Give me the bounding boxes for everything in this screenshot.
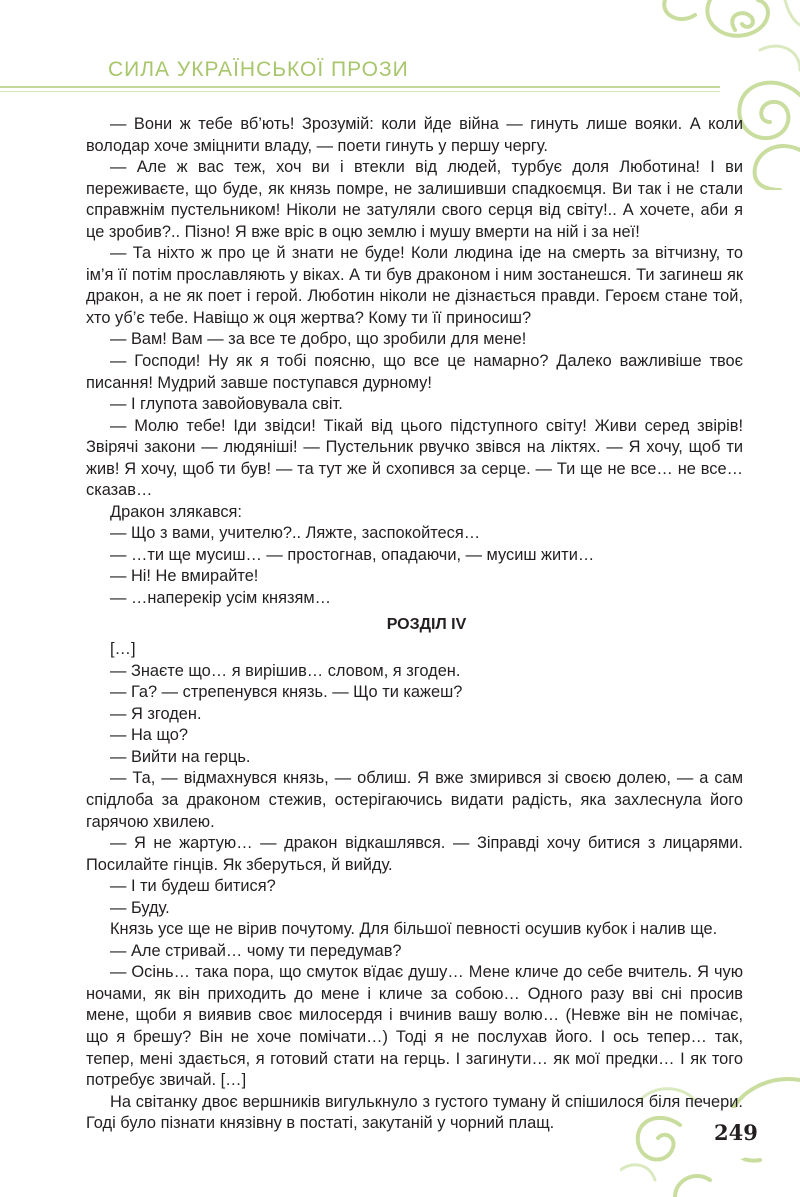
paragraph: — Але стривай… чому ти передумав?	[110, 941, 402, 960]
paragraph: — Але ж вас теж, хоч ви і втекли від людей, турбує доля Люботина! І ви переживаєте, що буде, як князь помре, не залишивши спадкоємця. Ви так і не стали справжнім пустельником! Ніколи не затуляли свого серця від світу!.. А хочете, аби я це зробив?.. Пізно! Я вже вріс в оцю землю і мушу вмерти на ній і за неї!	[86, 158, 743, 241]
paragraph: — Господи! Ну як я тобі поясню, що все це намарно? Далеко важливіше твоє писання! Мудрий завше поступався дурному!	[86, 352, 743, 392]
header-rule-thin	[0, 91, 720, 92]
paragraph: — І глупота завойовувала світ.	[110, 395, 343, 414]
running-header: СИЛА УКРАЇНСЬКОЇ ПРОЗИ	[108, 58, 409, 81]
paragraph: Дракон злякався:	[110, 502, 242, 521]
paragraph: — Знаєте що… я вирішив… словом, я згоден.	[110, 661, 461, 680]
paragraph: — Ні! Не вмирайте!	[110, 567, 259, 586]
paragraph: — Вам! Вам — за все те добро, що зробили для мене!	[110, 330, 527, 349]
paragraph: — І ти будеш битися?	[110, 877, 276, 896]
paragraph: — Та ніхто ж про це й знати не буде! Коли людина іде на смерть за вітчизну, то ім’я її потім прославляють у віках. А ти був драконом і ним зостанешся. Ти загинеш як дракон, а не як поет і герой. Люботин ніколи не дізнається правди. Героєм стане той, хто уб’є тебе. Навіщо ж оця жертва? Кому ти її приносиш?	[86, 244, 743, 327]
paragraph: — Що з вами, учителю?.. Ляжте, заспокойтеся…	[110, 524, 481, 543]
paragraph: — Я не жартую… — дракон відкашлявся. — Зіправді хочу битися з лицарями. Посилайте гінців. Як зберуться, й вийду.	[86, 834, 743, 874]
paragraph: — Та, — відмахнувся князь, — облиш. Я вже змирився зі своєю долею, — а сам спідлоба за драконом стежив, остерігаючись видати радість, яка захлеснула його гарячою хвилею.	[86, 769, 743, 831]
section-heading: РОЗДІЛ IV	[386, 615, 467, 633]
paragraph: Князь усе ще не вірив почутому. Для більшої певності осушив кубок і налив ще.	[110, 920, 718, 939]
paragraph: — …ти ще мусиш… — простогнав, опадаючи, — мусиш жити…	[110, 545, 595, 564]
paragraph: — Осінь… така пора, що смуток вїдає душу… Мене кличе до себе вчитель. Я чую ночами, як він приходить до мене і кличе за собою… Одного разу вві сні просив мене, щоби я виявив своє милосердя і вчинив вашу волю… (Невже він не помічає, що я брешу? Він не хоче помічати…) Тоді я не послухав його. І ось тепер… так, тепер, мені здається, я готовий стати на герць. І загинути… як мої предки… І як того потребує звичай. […]	[86, 963, 743, 1090]
paragraph: — Молю тебе! Іди звідси! Тікай від цього підступного світу! Живи серед звірів! Звірячі закони — людяніші! — Пустельник рвучко звівся на ліктях. — Я хочу, щоб ти жив! Я хочу, щоб ти був! — та тут же й схопився за серце. — Ти ще не все… не все… сказав…	[86, 416, 743, 500]
header-rule	[0, 86, 720, 88]
paragraph: — Вийти на герць.	[110, 747, 251, 766]
paragraph: — На що?	[110, 726, 188, 745]
body-text	[86, 114, 743, 1135]
paragraph: — Вони ж тебе вб’ють! Зрозумій: коли йде війна — гинуть лише вояки. А коли володар хоче зміцнити владу, — поети гинуть у першу чергу.	[86, 115, 743, 155]
paragraph: — Га? — стрепенувся князь. — Що ти кажеш?	[110, 683, 463, 702]
page-number: 249	[714, 1120, 758, 1145]
paragraph: […]	[110, 640, 136, 659]
paragraph: На світанку двоє вершників вигулькнуло з густого туману й спішилося біля печери. Годі було пізнати князівну в постаті, закутаній у чорний плащ.	[86, 1092, 743, 1133]
paragraph: — Буду.	[110, 898, 170, 917]
paragraph: — …наперекір усім князям…	[110, 589, 332, 608]
paragraph: — Я згоден.	[110, 704, 202, 723]
